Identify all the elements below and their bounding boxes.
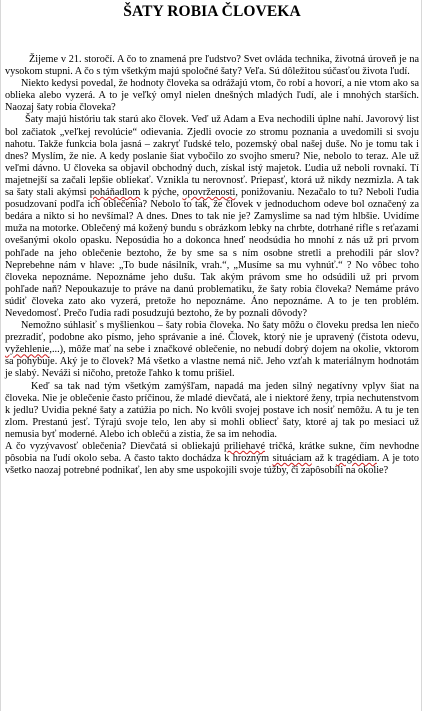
paragraph bbox=[5, 54, 419, 78]
misspelled-word: tragédiam bbox=[335, 453, 377, 465]
text-run: A čo vyzývavosť oblečenia? Dievčatá si obliekajú bbox=[5, 441, 225, 452]
paragraph bbox=[5, 320, 419, 380]
text-run: až k bbox=[311, 453, 336, 465]
text-run: tričká, krátke sukne, čím nevhodne pôsobia na ľudí okolo seba. A často takto dochádza k hrozným bbox=[5, 441, 419, 465]
text-run: k pýche, bbox=[140, 187, 183, 199]
text-run: . A je toto všetko naozaj potrebné podnikať, len aby sme uspokojili svoje túžby, či zapôsobili na okolie? bbox=[5, 453, 419, 477]
misspelled-word: poháňadlom bbox=[89, 187, 141, 199]
text-run: Keď sa tak nad tým všetkým zamýšľam, napadá ma jeden silný negatívny vplyv šiat na človeka. Nie je oblečenie často príčinou, že mladé dievčatá, ale i niektoré ženy, trpia nechutenstvom k jedlu? Uvidia pekné šaty a zatúžia po nich. No kvôli svojej postave ich nosiť nemôžu. A tu je ten zlom. Prestanú jesť. Týrajú svoje telo, len aby si mohli obliecť šaty, ktoré aj tak po mesiaci už nemusia byť moderné. Alebo ich oblečú a zistia, že sa im nehodia. bbox=[5, 380, 419, 440]
paragraph bbox=[5, 114, 419, 320]
document-title: ŠATY ROBIA ČLOVEKA bbox=[123, 3, 301, 20]
text-run: , ponižovaniu. Nezačalo to tu? Neboli ľudia posudzovaní podľa ich oblečenia? Nebolo to tak, že človek v jednoduchom odeve bol označený za bedára a nikto si ho nevšímal? A dnes. Dnes to tak nie je? Zamyslime sa nad tým hlbšie. Uvidíme muža na motorke. Oblečený má kožený bundu s obrázkom lebky na chrbte, dotrhané rifle s reťazami ovešanými okolo opasku. Neposúdia ho a dokonca hneď neodsúdia ho mnohí z nás už pri prvom pohľade na jeho oblečenie beztoho, že by sme sa s ním osobne stretli a prehodili pár slov? Neprebehne nám v hlave: „To bude násilník, vrah.“, „Musíme sa mu vyhnúť.“ ? No vôbec toho človeka nepoznáme. Nepoznáme jeho dušu. Tak akým právom sme ho odsúdili už pri prvom pohľade naň? Nepoukazuje to práve na danú problematiku, že šaty robia človeka? Nemáme právo súdiť človeka zato ako vyzerá, pretože ho nepoznáme. Áno nepoznáme. A to je ten problém. Nevedomosť. Prečo ľudia radi posudzujú beztoho, že by poznali dôvody? bbox=[5, 187, 419, 319]
text-run: Žijeme v 21. storočí. A čo to znamená pre ľudstvo? Svet ovláda technika, životná úroveň je na vysokom stupni. A čo s tým všetkým majú spoločné šaty? Veľa. Sú dôležitou súčasťou života ľudí. bbox=[5, 54, 419, 78]
misspelled-word: priliehavé bbox=[224, 441, 266, 452]
text-run: Nemožno súhlasiť s myšlienkou – šaty robia človeka. No šaty môžu o človeku predsa len niečo prezradiť, podobne ako písmo, jeho správanie a iné. Človek, ktorý nie je upravený (čistota odevu, bbox=[5, 320, 419, 344]
misspelled-word: opovrženosti bbox=[182, 187, 236, 199]
paragraph bbox=[5, 78, 419, 114]
document-body bbox=[5, 54, 419, 477]
misspelled-word: situáciam bbox=[272, 453, 312, 465]
paragraph bbox=[5, 381, 419, 441]
text-run: Niekto kedysi povedal, že hodnoty človeka sa odrážajú vtom, čo robí a hovorí, a nie vtom ako sa oblieka alebo vyzerá. A to je veľký omyl nielen dnešných mladých ľudí, ale i mnohých starších. Naozaj šaty robia človeka? bbox=[5, 78, 419, 114]
text-run: ,...), môže mať na sebe i značkové oblečenie, no nebudí dobrý dojem na okolie, vktorom sa pohybuje. Aký je to človek? Má všetko a vlastne nemá nič. Jeho vzťah k materiálnym hodnotám je slabý. Neváži si ničoho, pretože ľahko k tomu prišiel. bbox=[5, 344, 419, 380]
misspelled-word: vyžehlenie bbox=[5, 344, 50, 356]
text-run: Šaty majú históriu tak starú ako človek. Veď už Adam a Eva nechodili úplne nahí. Javorový list bol začiatok „veľkej revolúcie“ odievania. Zjedli ovocie zo stromu poznania a uvedomili si svoju nahotu. Takže funkcia bola jasná – zakryť ľudské telo, pozemský obal našej duše. No je tomu tak i dnes? Myslím, že nie. A kedy poslanie šiat vybočilo zo svojho smeru? Nie, nebolo to teraz. Ale už veľmi dávno. U človeka sa objavil obchodný duch, získal istý majetok. Ľudia už neboli rovnakí. Tí majetnejší sa začali lepšie obliekať. Vznikla tu nerovnosť. Priepasť, ktorá už nikdy nezmizla. A tak sa šaty stali akýmsi bbox=[5, 114, 419, 199]
paragraph bbox=[5, 441, 419, 477]
